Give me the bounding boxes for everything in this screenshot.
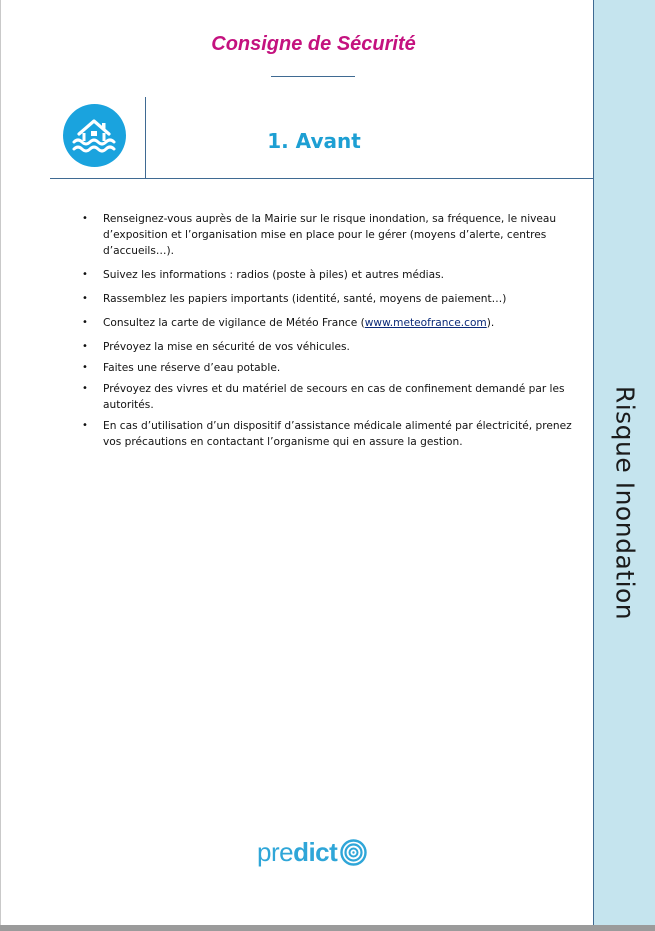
bullet: • <box>82 383 88 394</box>
list-item <box>80 339 576 355</box>
title-divider <box>271 76 355 77</box>
list-item-text: Prévoyez la mise en sécurité de vos véhicules. <box>103 341 350 353</box>
flooded-house-icon <box>63 104 126 167</box>
list-item-text-before-link: Consultez la carte de vigilance de Météo France ( <box>103 317 365 329</box>
predict-logo <box>257 835 367 869</box>
bullet: • <box>82 293 88 304</box>
bottom-scroll-edge <box>0 925 655 931</box>
list-item <box>80 211 576 259</box>
list-item-text: Rassemblez les papiers importants (identité, santé, moyens de paiement…) <box>103 293 507 305</box>
list-item-text: Prévoyez des vivres et du matériel de secours en cas de confinement demandé par les autorités. <box>103 383 565 411</box>
list-item <box>80 291 576 307</box>
list-item-text: Renseignez-vous auprès de la Mairie sur le risque inondation, sa fréquence, le niveau d’exposition et l’organisation mise en place pour le gérer (moyens d’alerte, centres d’accueils…). <box>103 213 557 257</box>
bullet: • <box>82 362 88 373</box>
list-item <box>80 418 576 450</box>
meteofrance-link[interactable]: www.meteofrance.com <box>364 317 487 329</box>
side-title: Risque Inondation <box>610 385 640 621</box>
spiral-target-icon <box>340 839 367 866</box>
logo-text-pre: pre <box>257 836 294 867</box>
list-item <box>80 360 576 376</box>
bullet: • <box>82 269 88 280</box>
bullet: • <box>82 341 88 352</box>
list-item-text: Faites une réserve d’eau potable. <box>103 362 281 374</box>
list-item-text: Suivez les informations : radios (poste à piles) et autres médias. <box>103 269 445 281</box>
bullet: • <box>82 213 88 224</box>
instruction-list <box>80 211 576 455</box>
list-item-text-after-link: ). <box>486 317 495 329</box>
logo-text-dict: dict <box>293 836 338 867</box>
list-item <box>80 267 576 283</box>
section-title: 1. Avant <box>267 129 361 153</box>
list-item <box>80 315 576 331</box>
list-item-text: En cas d’utilisation d’un dispositif d’assistance médicale alimenté par électricité, prenez vos précautions en contactant l’organisme qui en assure la gestion. <box>103 420 572 448</box>
header-horizontal-divider <box>50 178 593 179</box>
bullet: • <box>82 317 88 328</box>
document-title: Consigne de Sécurité <box>211 33 416 55</box>
list-item <box>80 381 576 413</box>
bullet: • <box>82 420 88 431</box>
